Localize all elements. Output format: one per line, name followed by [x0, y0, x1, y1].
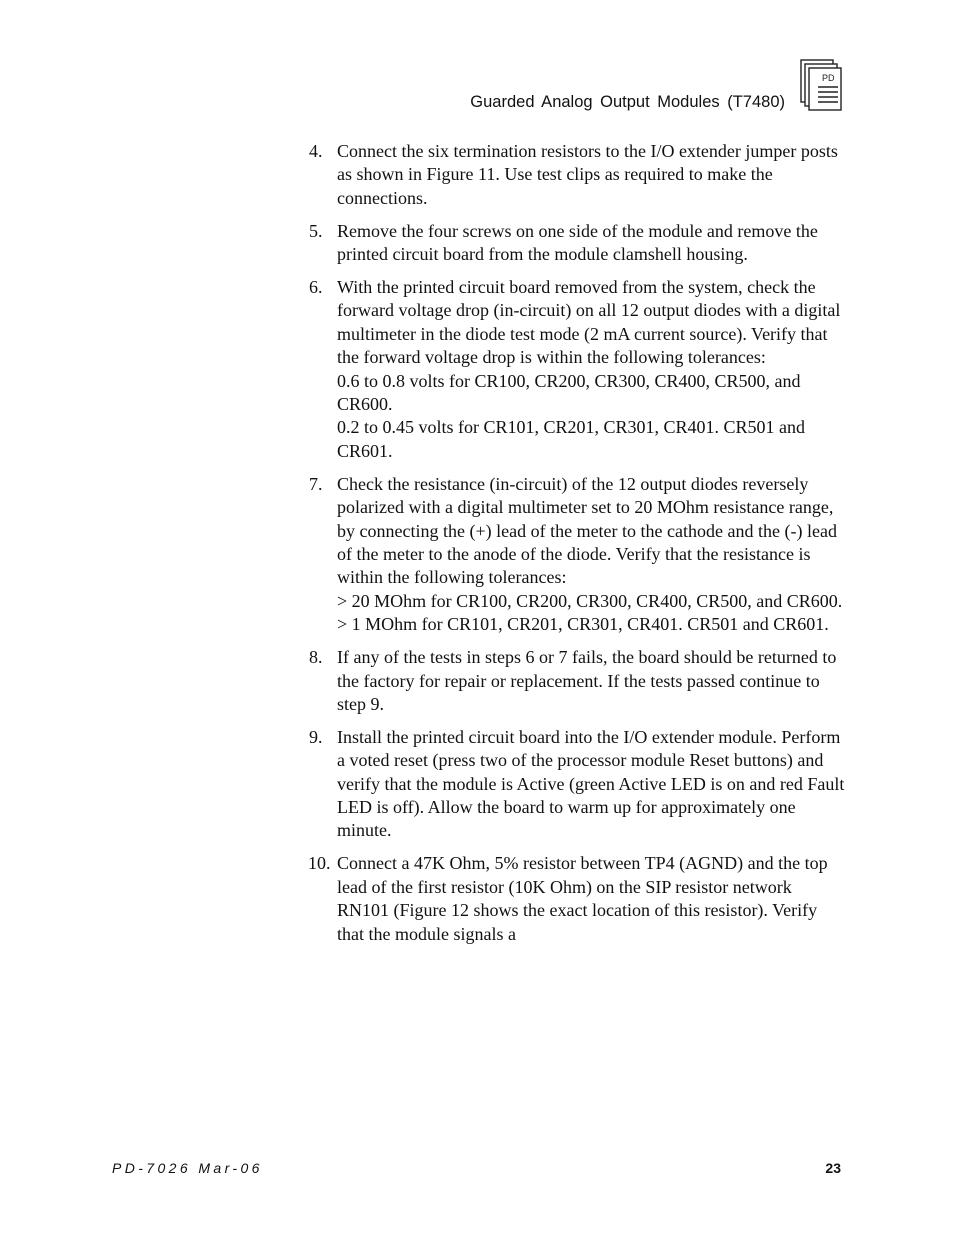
step-text: Connect a 47K Ohm, 5% resistor between TP4 (AGND) and the top lead of the first resistor (10K Ohm) on the SIP resistor network RN101 (Figure 12 shows the exact location of this resistor). Verify that the module signals a: [337, 853, 828, 944]
footer-document-id: PD-7026 Mar-06: [112, 1160, 263, 1176]
step-text: With the printed circuit board removed from the system, check the forward voltage drop (in-circuit) on all 12 output diodes with a digital multimeter in the diode test mode (2 mA current source). Verify that the forward voltage drop is within the following tolerances:: [337, 277, 841, 368]
step-text: If any of the tests in steps 6 or 7 fails, the board should be returned to the factory for repair or replacement. If the tests passed continue to step 9.: [337, 647, 837, 714]
procedure-step: [300, 140, 845, 210]
pd-document-icon: [800, 59, 842, 111]
step-number: 7.: [309, 473, 323, 494]
procedure-step: [300, 726, 845, 843]
tolerance-line: > 1 MOhm for CR101, CR201, CR301, CR401. CR501 and CR601.: [337, 614, 829, 635]
step-text: Remove the four screws on one side of the module and remove the printed circuit board from the module clamshell housing.: [337, 220, 818, 265]
tolerance-line: 0.6 to 0.8 volts for CR100, CR200, CR300, CR400, CR500, and CR600.: [337, 370, 801, 415]
procedure-step: [300, 646, 845, 716]
step-number: 8.: [309, 647, 323, 668]
pd-logo-text: PD: [822, 73, 835, 83]
step-number: 10.: [308, 853, 331, 874]
procedure-step: [300, 220, 845, 267]
step-number: 6.: [309, 277, 323, 298]
step-number: 4.: [309, 141, 323, 161]
procedure-step: [300, 473, 845, 637]
tolerance-line: 0.2 to 0.45 volts for CR101, CR201, CR301, CR401. CR501 and CR601.: [337, 417, 806, 461]
procedure-step: [300, 276, 845, 463]
footer-page-number: 23: [825, 1160, 841, 1176]
procedure-step: [300, 852, 845, 946]
page-header-title: Guarded Analog Output Modules (T7480): [470, 93, 785, 111]
step-number: 9.: [309, 726, 323, 747]
step-number: 5.: [309, 220, 323, 241]
step-text: Connect the six termination resistors to the I/O extender jumper posts as shown in Figure 11. Use test clips as required to make the connections.: [337, 141, 838, 208]
step-text: Install the printed circuit board into the I/O extender module. Perform a voted reset (press two of the processor module Reset buttons) and verify that the module is Active (green Active LED is on and red Fault LED is off). Allow the board to warm up for approximately one minute.: [337, 726, 845, 841]
tolerance-line: > 20 MOhm for CR100, CR200, CR300, CR400, CR500, and CR600.: [337, 590, 843, 611]
step-text: Check the resistance (in-circuit) of the 12 output diodes reversely polarized with a digital multimeter set to 20 MOhm resistance range, by connecting the (+) lead of the meter to the cathode and the (-) lead of the meter to the anode of the diode. Verify that the resistance is within the following tolerances:: [337, 473, 837, 588]
procedure-steps: [300, 140, 845, 956]
